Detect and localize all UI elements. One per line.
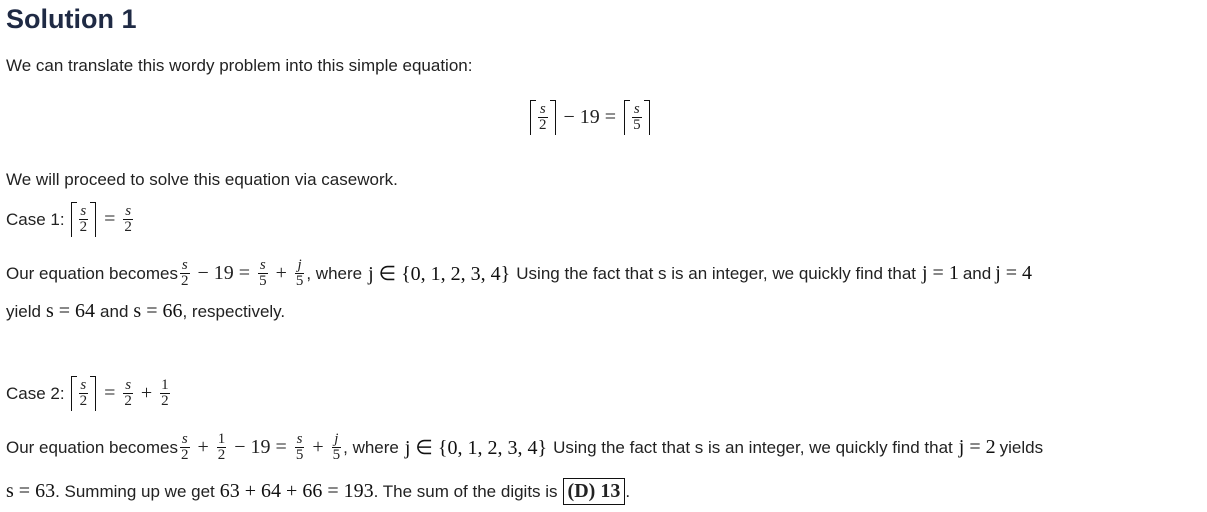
case1-becomes: Our equation becomes [6,263,178,283]
minus-19: − 19 = [563,106,617,128]
answer-label: (D) [567,480,596,502]
case1-respectively: , respectively. [182,301,286,321]
intro-text: We can translate this wordy problem into this simple equation: [6,56,473,75]
ceil-s-over-2: $\frac{s}{2}$ [530,100,556,135]
solution-heading: Solution 1 [6,4,137,34]
case2-label: Case 2: [6,383,65,403]
case2-summing: . Summing up we get [55,481,215,501]
case1-j1: j = 1 [922,262,959,284]
case2-digits: . The sum of the digits is [373,481,558,501]
case1-and: and [962,263,992,283]
case1-ceil: $\frac{s}{2}$ [71,202,97,237]
proceed-text: We will proceed to solve this equation via casework. [6,170,398,189]
case1-yield: yield [6,301,41,321]
case1-using-fact: Using the fact that s is an integer, we quickly find that [516,263,916,283]
case2-result-line [6,478,630,505]
case2-j2: j = 2 [958,436,996,458]
case1-header: Case 1: $\frac{s}{2}$ = $\frac{s}{2}$ [6,203,132,235]
case1-s64: s = 64 [45,300,96,322]
case1-where: , where [306,263,363,283]
answer-box [563,478,626,505]
case2-equation-line: Our equation becomes $\frac{s}{2}$ + $\frac{1}{2}$ − 19 = $\frac{s}{5}$ + $\frac{j}{5}$ , where j ∈ {0, 1, 2, 3, 4} Using the fact that s is an integer, we quickly find that j = 2 yields [6,431,1044,463]
case2-header: Case 2: $\frac{s}{2}$ = $\frac{s}{2}$ + $\frac{1}{2}$ [6,377,169,409]
case2-ceil: $\frac{s}{2}$ [71,376,97,411]
case2-set: j ∈ {0, 1, 2, 3, 4} [404,437,548,459]
answer-value: 13 [600,480,621,502]
case1-and2: and [100,301,129,321]
case2-end: . [625,481,631,501]
case2-sum-expr: 63 + 64 + 66 = 193 [219,480,374,502]
case1-s66: s = 66 [133,300,183,322]
case2-yields: yields [999,437,1044,457]
case1-result-line [6,300,285,323]
case1-j4: j = 4 [995,262,1033,284]
ceil-s-over-5: $\frac{s}{5}$ [624,100,650,135]
case2-becomes: Our equation becomes [6,437,178,457]
case2-s63: s = 63 [6,480,56,502]
case2-where: , where [343,437,399,457]
case2-using-fact: Using the fact that s is an integer, we quickly find that [553,437,953,457]
case1-label: Case 1: [6,209,65,229]
main-equation [528,100,652,135]
case1-equation-line: Our equation becomes $\frac{s}{2}$ − 19 = $\frac{s}{5}$ + $\frac{j}{5}$ , where j ∈ {0, 1, 2, 3, 4} Using the fact that s is an integer, we quickly find that j = 1 and j = 4 [6,257,1033,289]
case1-set: j ∈ {0, 1, 2, 3, 4} [368,263,511,285]
